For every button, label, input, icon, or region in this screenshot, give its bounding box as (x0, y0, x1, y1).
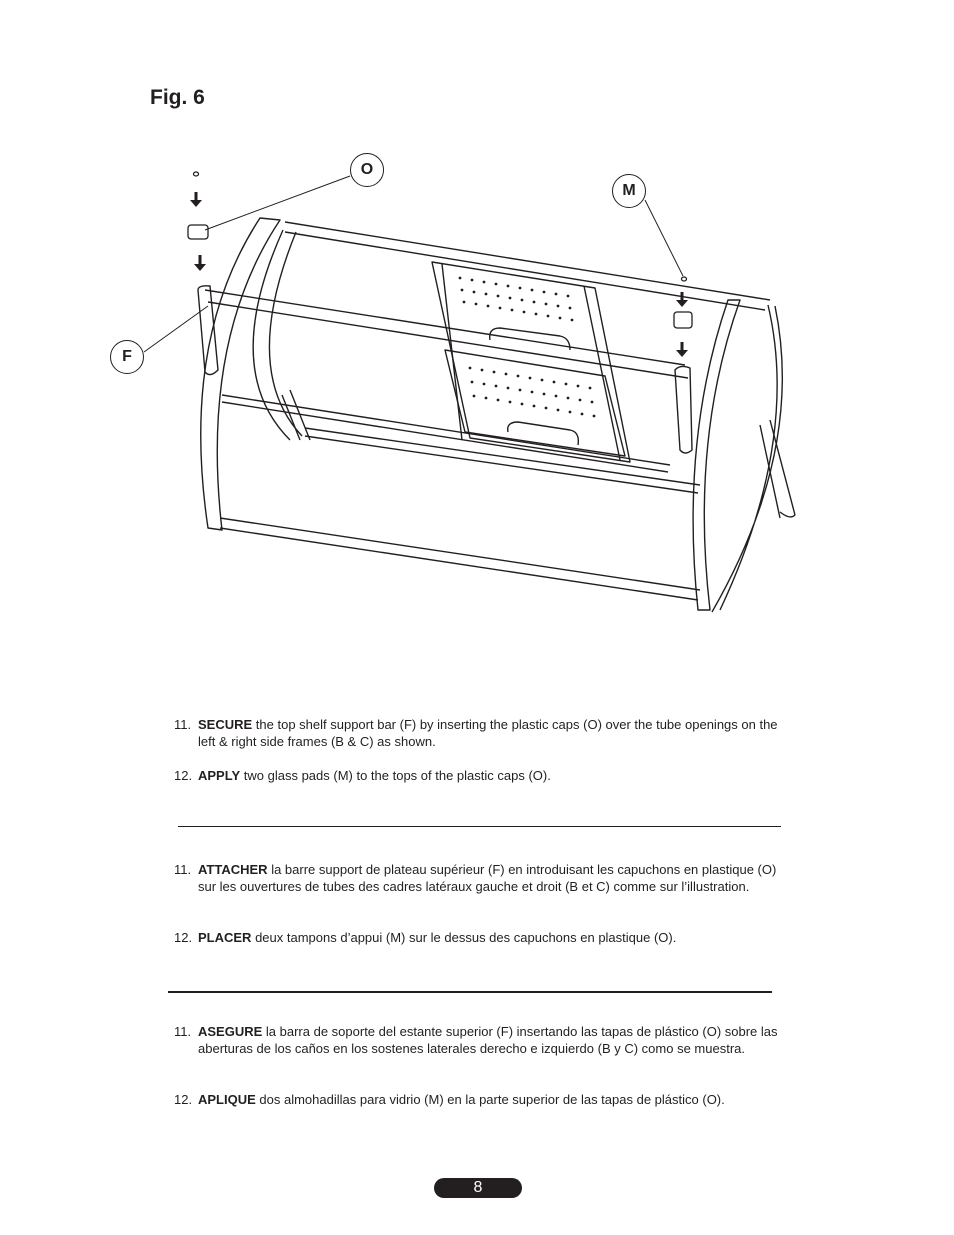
step-number: 11. (174, 1024, 192, 1039)
step-number: 12. (174, 768, 193, 783)
callout-f: F (110, 340, 144, 374)
spanish-step-11 (174, 1023, 784, 1057)
english-step-11 (174, 716, 784, 750)
step-keyword: APPLY (198, 768, 241, 783)
step-keyword: ASEGURE (198, 1024, 263, 1039)
step-text: la barra de soporte del estante superior (F) insertando las tapas de plástico (O) sobre las aberturas de los caños en los sostenes laterales derecho e izquierdo (B y C) como se muestra. (198, 1024, 778, 1056)
callout-m: M (612, 174, 646, 208)
step-keyword: APLIQUE (198, 1092, 256, 1107)
step-number: 11. (174, 862, 192, 877)
step-keyword: SECURE (198, 717, 253, 732)
step-text: dos almohadillas para vidrio (M) en la parte superior de las tapas de plástico (O). (255, 1092, 725, 1107)
page-number: 8 (434, 1178, 522, 1198)
assembly-illustration (100, 140, 810, 640)
step-text: two glass pads (M) to the tops of the plastic caps (O). (240, 768, 551, 783)
step-text: the top shelf support bar (F) by inserting the plastic caps (O) over the tube openings on the left & right side frames (B & C) as shown. (198, 717, 778, 749)
step-number: 11. (174, 717, 192, 732)
step-text: la barre support de plateau supérieur (F) en introduisant les capuchons en plastique (O) sur les ouvertures de tubes des cadres latéraux gauche et droit (B et C) comme sur l’illustration. (198, 862, 777, 894)
section-divider (178, 826, 781, 827)
step-text: deux tampons d’appui (M) sur le dessus des capuchons en plastique (O). (251, 930, 677, 945)
step-keyword: PLACER (198, 930, 252, 945)
figure-title: Fig. 6 (150, 86, 205, 109)
callout-o: O (350, 153, 384, 187)
english-step-12 (174, 767, 784, 784)
section-divider (168, 991, 772, 993)
french-step-11 (174, 861, 784, 895)
french-step-12 (174, 929, 784, 946)
step-number: 12. (174, 1092, 193, 1107)
step-keyword: ATTACHER (198, 862, 268, 877)
plastic-cap-o-left (188, 172, 208, 239)
spanish-step-12 (174, 1091, 784, 1108)
step-number: 12. (174, 930, 193, 945)
